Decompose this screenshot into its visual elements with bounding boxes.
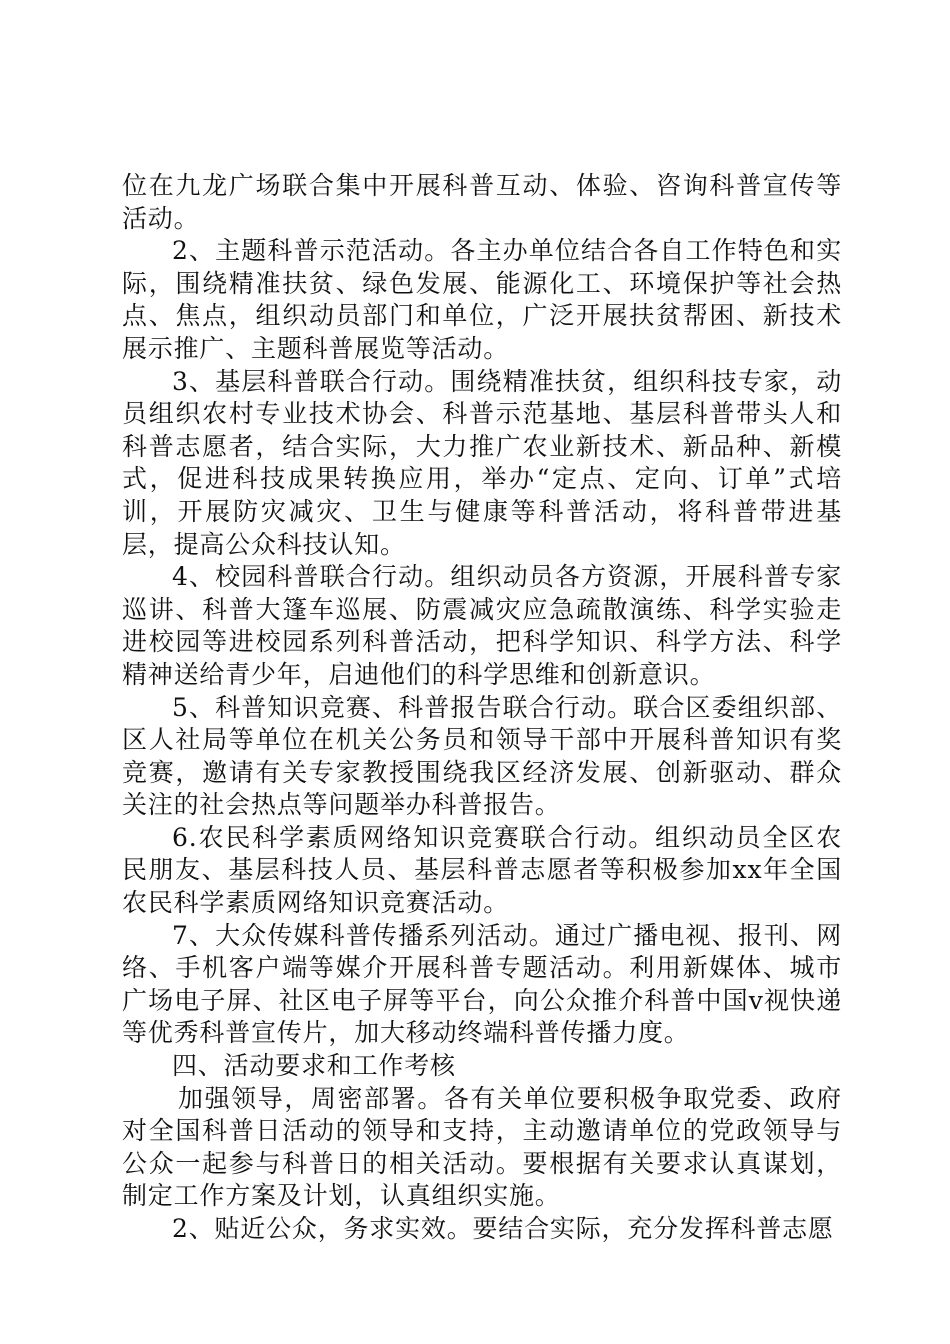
paragraph-requirement-2: 2、贴近公众，务求实效。要结合实际，充分发挥科普志愿 xyxy=(172,1214,834,1243)
paragraph-requirement-1: 加强领导，周密部署。各有关单位要积极争取党委、政府对全国科普日活动的领导和支持，主动邀请单位的党政领导与公众一起参与科普日的相关活动。要根据有关要求认真谋划，制定工作方案及计划，认真组织实施。 xyxy=(122,1083,842,1211)
paragraph-item-2: 2、主题科普示范活动。各主办单位结合各自工作特色和实际，围绕精准扶贫、绿色发展、能源化工、环境保护等社会热点、焦点，组织动员部门和单位，广泛开展扶贫帮困、新技术展示推广、主题科普展览等活动。 xyxy=(122,236,842,363)
paragraph-item-3: 3、基层科普联合行动。围绕精准扶贫，组织科技专家，动员组织农村专业技术协会、科普示范基地、基层科普带头人和科普志愿者，结合实际，大力推广农业新技术、新品种、新模式，促进科技成果转换应用，举办“定点、定向、订单”式培训，开展防灾减灾、卫生与健康等科普活动，将科普带进基层，提高公众科技认知。 xyxy=(122,366,842,559)
paragraph-item-4: 4、校园科普联合行动。组织动员各方资源，开展科普专家巡讲、科普大篷车巡展、防震减灾应急疏散演练、科学实验走进校园等进校园系列科普活动，把科学知识、科学方法、科学精神送给青少年，启迪他们的科学思维和创新意识。 xyxy=(122,562,842,689)
section-heading: 四、活动要求和工作考核 xyxy=(172,1051,456,1081)
paragraph-item-5: 5、科普知识竞赛、科普报告联合行动。联合区委组织部、区人社局等单位在机关公务员和领导干部中开展科普知识有奖竞赛，邀请有关专家教授围绕我区经济发展、创新驱动、群众关注的社会热点等问题举办科普报告。 xyxy=(122,692,842,820)
document-body xyxy=(122,170,842,1246)
paragraph-item-7: 7、大众传媒科普传播系列活动。通过广播电视、报刊、网络、手机客户端等媒介开展科普专题活动。利用新媒体、城市广场电子屏、社区电子屏等平台，向公众推介科普中国v视快递等优秀科普宣传片，加大移动终端科普传播力度。 xyxy=(122,920,842,1048)
paragraph-continuation: 位在九龙广场联合集中开展科普互动、体验、咨询科普宣传等活动。 xyxy=(122,171,842,233)
paragraph-item-6: 6.农民科学素质网络知识竞赛联合行动。组织动员全区农民朋友、基层科技人员、基层科普志愿者等积极参加xx年全国农民科学素质网络知识竞赛活动。 xyxy=(122,822,842,918)
